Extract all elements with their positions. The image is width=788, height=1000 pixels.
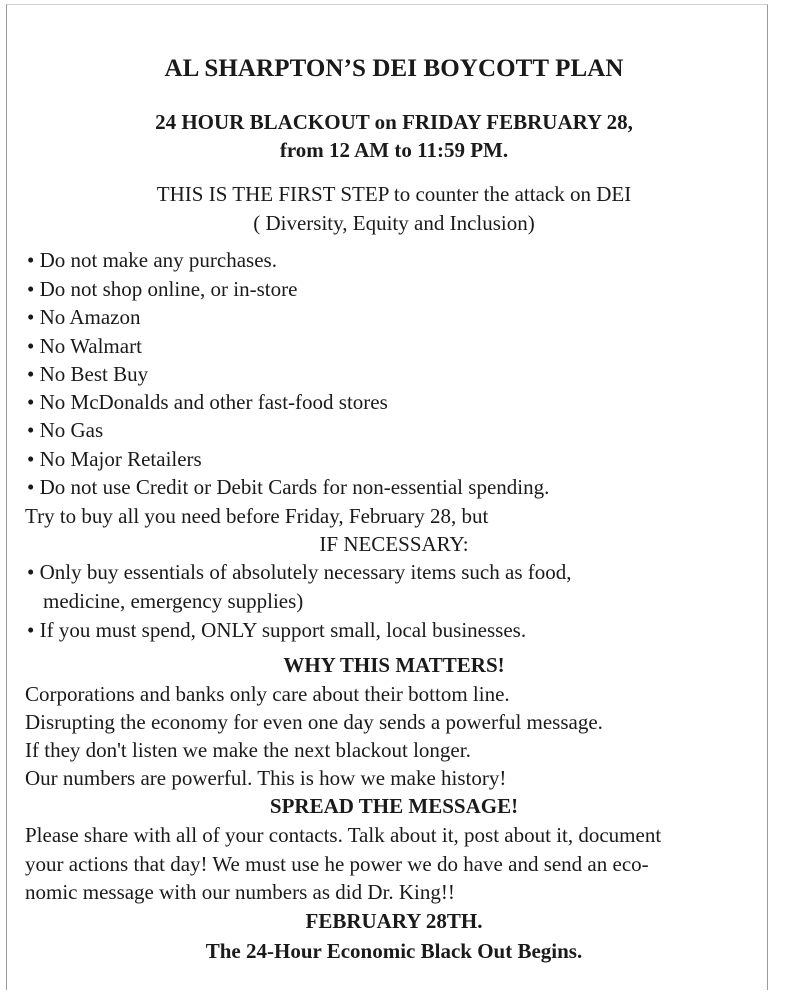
bullet-no-gas: • No Gas [27, 418, 104, 442]
why-line: Disrupting the economy for even one day sends a powerful message. [25, 710, 603, 734]
why-heading: WHY THIS MATTERS! [283, 653, 505, 677]
first-step-line-2: ( Diversity, Equity and Inclusion) [253, 211, 535, 235]
date-heading: FEBRUARY 28TH. [305, 909, 483, 933]
why-line: Corporations and banks only care about their bottom line. [25, 682, 510, 706]
bullet-no-amazon: • No Amazon [27, 305, 141, 329]
bullet-essentials: • Only buy essentials of absolutely necessary items such as food, [27, 560, 572, 584]
bullet-no-walmart: • No Walmart [27, 334, 142, 358]
if-necessary-heading: IF NECESSARY: [319, 532, 469, 556]
closing-line: The 24-Hour Economic Black Out Begins. [205, 939, 583, 963]
document-title: AL SHARPTON’S DEI BOYCOTT PLAN [164, 55, 624, 82]
try-buy-line: Try to buy all you need before Friday, February 28, but [25, 504, 489, 528]
bullet-no-shopping: • Do not shop online, or in-store [27, 277, 298, 301]
spread-line: nomic message with our numbers as did Dr. King!! [25, 880, 455, 904]
bullet-no-best-buy: • No Best Buy [27, 362, 149, 386]
first-step-line-1: THIS IS THE FIRST STEP to counter the attack on DEI [156, 182, 632, 206]
blackout-line-2: from 12 AM to 11:59 PM. [279, 138, 509, 162]
bullet-no-purchases: • Do not make any purchases. [27, 248, 277, 272]
why-line: If they don't listen we make the next blackout longer. [25, 738, 471, 762]
bullet-no-cards: • Do not use Credit or Debit Cards for non-essential spending. [27, 475, 550, 499]
blackout-line-1: 24 HOUR BLACKOUT on FRIDAY FEBRUARY 28, [155, 110, 633, 134]
bullet-small-business: • If you must spend, ONLY support small, local businesses. [27, 618, 527, 642]
spread-line: Please share with all of your contacts. Talk about it, post about it, document [25, 823, 662, 847]
bullet-no-fast-food: • No McDonalds and other fast-food stores [27, 390, 388, 414]
why-line: Our numbers are powerful. This is how we make history! [25, 766, 507, 790]
spread-heading: SPREAD THE MESSAGE! [269, 794, 519, 818]
bullet-no-major-retailers: • No Major Retailers [27, 447, 202, 471]
spread-line: your actions that day! We must use he power we do have and send an eco- [25, 852, 649, 876]
bullet-essentials-cont: medicine, emergency supplies) [43, 589, 304, 613]
